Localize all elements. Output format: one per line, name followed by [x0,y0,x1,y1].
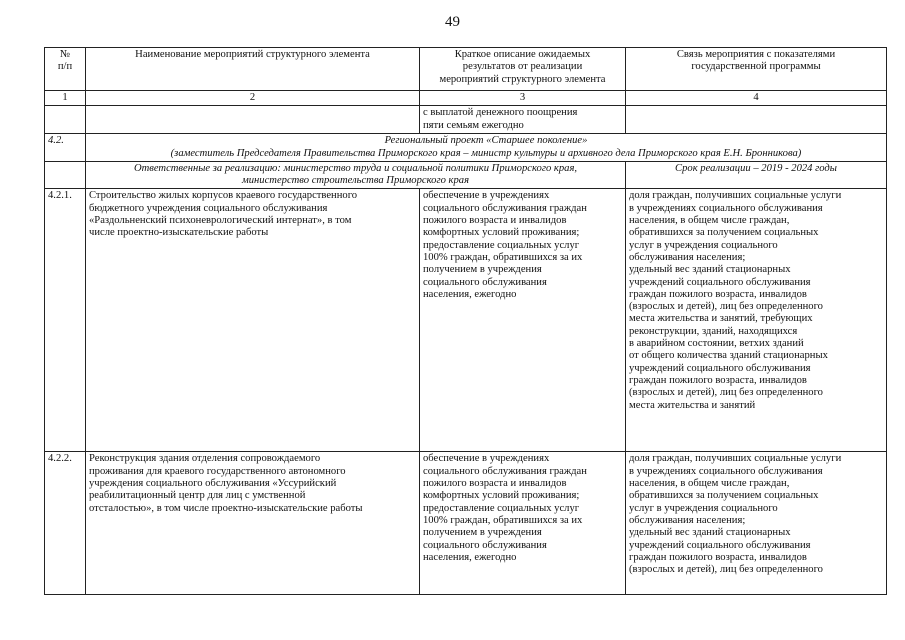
row-link: доля граждан, получивших социальные услуги в учреждениях социального обслуживания населения, в общем числе граждан, обратившихся за получением социальных услуг в учреждения социального обслуживания населения; удельный вес зданий стационарных учреждений социального обслуживания граждан пожилого возраста, инвалидов (взрослых и детей), лиц без определенного [626,452,887,595]
row-number: 4.2.1. [45,189,86,452]
page-number: 49 [445,14,460,30]
continuation-text: с выплатой денежного поощрения пяти семьям ежегодно [420,106,626,134]
header-name: Наименование мероприятий структурного элемента [86,48,420,91]
measures-table [44,47,887,595]
responsible-row [45,161,887,189]
project-title: Региональный проект «Старшее поколение» [384,135,588,147]
row-result: обеспечение в учреждениях социального обслуживания граждан пожилого возраста и инвалидов комфортных условий проживания; предоставление социальных услуг 100% граждан, обратившихся за их получением в учреждения социального обслуживания населения, ежегодно [420,189,626,452]
project-period: Срок реализации – 2019 - 2024 годы [626,161,887,189]
project-title-cell [86,134,887,162]
col-number-2: 2 [86,91,420,106]
table-row [45,452,887,595]
col-number-3: 3 [420,91,626,106]
header-result: Краткое описание ожидаемых результатов от реализации мероприятий структурного элемента [420,48,626,91]
project-row [45,134,887,162]
header-link: Связь мероприятия с показателями государственной программы [626,48,887,91]
header-number: № п/п [45,48,86,91]
project-number: 4.2. [45,134,86,162]
row-link: доля граждан, получивших социальные услуги в учреждениях социального обслуживания населения, в общем числе граждан, обратившихся за получением социальных услуг в учреждения социального обслуживания населения; удельный вес зданий стационарных учреждений социального обслуживания граждан пожилого возраста, инвалидов (взрослых и детей), лиц без определенного места жительства и занятий, требующих реконструкции, зданий, находящихся в аварийном состоянии, ветхих зданий от общего количества зданий стационарных учреждений социального обслуживания граждан пожилого возраста, инвалидов (взрослых и детей), лиц без определенного места жительства и занятий [626,189,887,452]
column-number-row [45,91,887,106]
table-row [45,189,887,452]
row-name: Строительство жилых корпусов краевого государственного бюджетного учреждения социального обслуживания «Раздольненский психоневрологический интернат», в том числе проектно-изыскательские работы [86,189,420,452]
col-number-1: 1 [45,91,86,106]
row-name: Реконструкция здания отделения сопровождаемого проживания для краевого государственного автономного учреждения социального обслуживания «Уссурийский реабилитационный центр для лиц с умственной отсталостью», в том числе проектно-изыскательские работы [86,452,420,595]
header-row [45,48,887,91]
project-deputy: (заместитель Председателя Правительства Приморского края – министр культуры и архивного дела Приморского края Е.Н. Бронникова) [170,147,802,159]
row-number: 4.2.2. [45,452,86,595]
project-responsible: Ответственные за реализацию: министерство труда и социальной политики Приморского края, министерство строительства Приморского края [86,161,626,189]
col-number-4: 4 [626,91,887,106]
row-result: обеспечение в учреждениях социального обслуживания граждан пожилого возраста и инвалидов комфортных условий проживания; предоставление социальных услуг 100% граждан, обратившихся за их получением в учреждения социального обслуживания населения, ежегодно [420,452,626,595]
continuation-row [45,106,887,134]
